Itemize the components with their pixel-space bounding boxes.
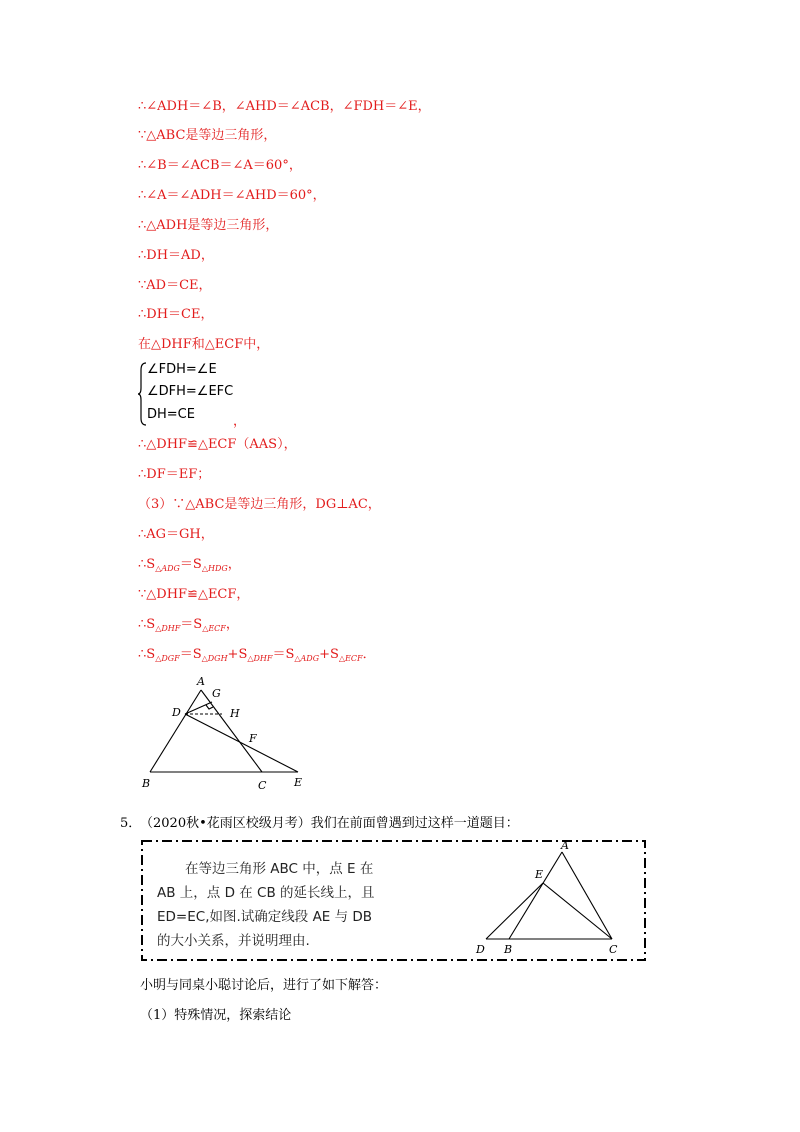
triangle-figure-2 <box>470 838 630 956</box>
label-h: H <box>230 707 240 720</box>
system-eq-1: ∠FDH=∠E <box>147 362 217 377</box>
proof-line-5: ∴△ADH是等边三角形， <box>138 218 279 233</box>
label-d: D <box>172 706 181 719</box>
discussion-text: 小明与同桌小聪讨论后，进行了如下解答： <box>140 978 388 993</box>
proof-line-2: ∵△ABC是等边三角形， <box>138 128 277 143</box>
triangle-figure-1 <box>130 668 320 793</box>
label-d-2: D <box>476 943 485 956</box>
segment-ab <box>150 690 201 772</box>
segment-ec-2 <box>543 883 612 939</box>
proof-line-13: ∴AG＝GH， <box>138 527 214 542</box>
proof-line-16: $\therefore S_{\triangle DHF}=S_{\triangle ECF}$， <box>138 617 239 633</box>
proof-line-14: $\therefore S_{\triangle ADG}=S_{\triangle HDG}$， <box>138 557 241 573</box>
label-b-2: B <box>504 943 513 956</box>
problem-text-line-4: 的大小关系，并说明理由. <box>157 933 310 949</box>
proof-line-17: $\therefore S_{\triangle DGF}=S_{\triangle DGH}+S_{\triangle DHF}=S_{\triangle ADG}+S_{\triangle ECF}$． <box>138 647 376 663</box>
problem-text-line-1: 在等边三角形 ABC 中，点 E 在 <box>185 861 374 877</box>
problem-text <box>157 857 457 953</box>
segment-ac-2 <box>562 852 612 939</box>
label-f: F <box>249 732 257 745</box>
label-b: B <box>142 777 151 790</box>
label-e: E <box>294 776 303 789</box>
system-comma: ， <box>233 414 247 429</box>
proof-line-4: ∴∠A＝∠ADH＝∠AHD＝60°， <box>138 188 326 203</box>
proof-line-6: ∴DH＝AD， <box>138 248 214 263</box>
segment-ba <box>509 852 562 939</box>
label-a: A <box>197 675 205 688</box>
proof-line-9: 在△DHF和△ECF中， <box>138 337 270 352</box>
proof-line-8: ∴DH＝CE， <box>138 307 214 322</box>
problem-text-line-2: AB 上，点 D 在 CB 的延长线上，且 <box>157 885 375 901</box>
problem-text-line-3: ED=EC,如图.试确定线段 AE 与 DB <box>157 909 373 925</box>
proof-line-1: ∴∠ADH＝∠B，∠AHD＝∠ACB，∠FDH＝∠E， <box>138 99 431 114</box>
label-a-2: A <box>561 839 569 852</box>
label-c-2: C <box>609 943 618 956</box>
label-e-2: E <box>535 868 544 881</box>
question-header: （2020秋•花雨区校级月考）我们在前面曾遇到过这样一道题目： <box>140 816 519 831</box>
system-eq-2: ∠DFH=∠EFC <box>147 384 234 399</box>
proof-line-11: ∴DF＝EF； <box>138 467 211 482</box>
proof-line-15: ∵△DHF≌△ECF， <box>138 587 250 602</box>
segment-de <box>185 714 298 772</box>
proof-line-10: ∴△DHF≌△ECF（AAS）， <box>138 437 297 452</box>
question-number: 5． <box>120 816 142 831</box>
label-c: C <box>258 779 267 792</box>
label-g: G <box>212 687 221 700</box>
proof-line-3: ∴∠B＝∠ACB＝∠A＝60°， <box>138 158 302 173</box>
part-1-heading: （1）特殊情况，探索结论 <box>140 1008 292 1023</box>
system-eq-3: DH=CE <box>147 407 195 422</box>
proof-line-12: （3）∵△ABC是等边三角形，DG⊥AC， <box>138 497 381 512</box>
proof-line-7: ∵AD＝CE， <box>138 278 212 293</box>
